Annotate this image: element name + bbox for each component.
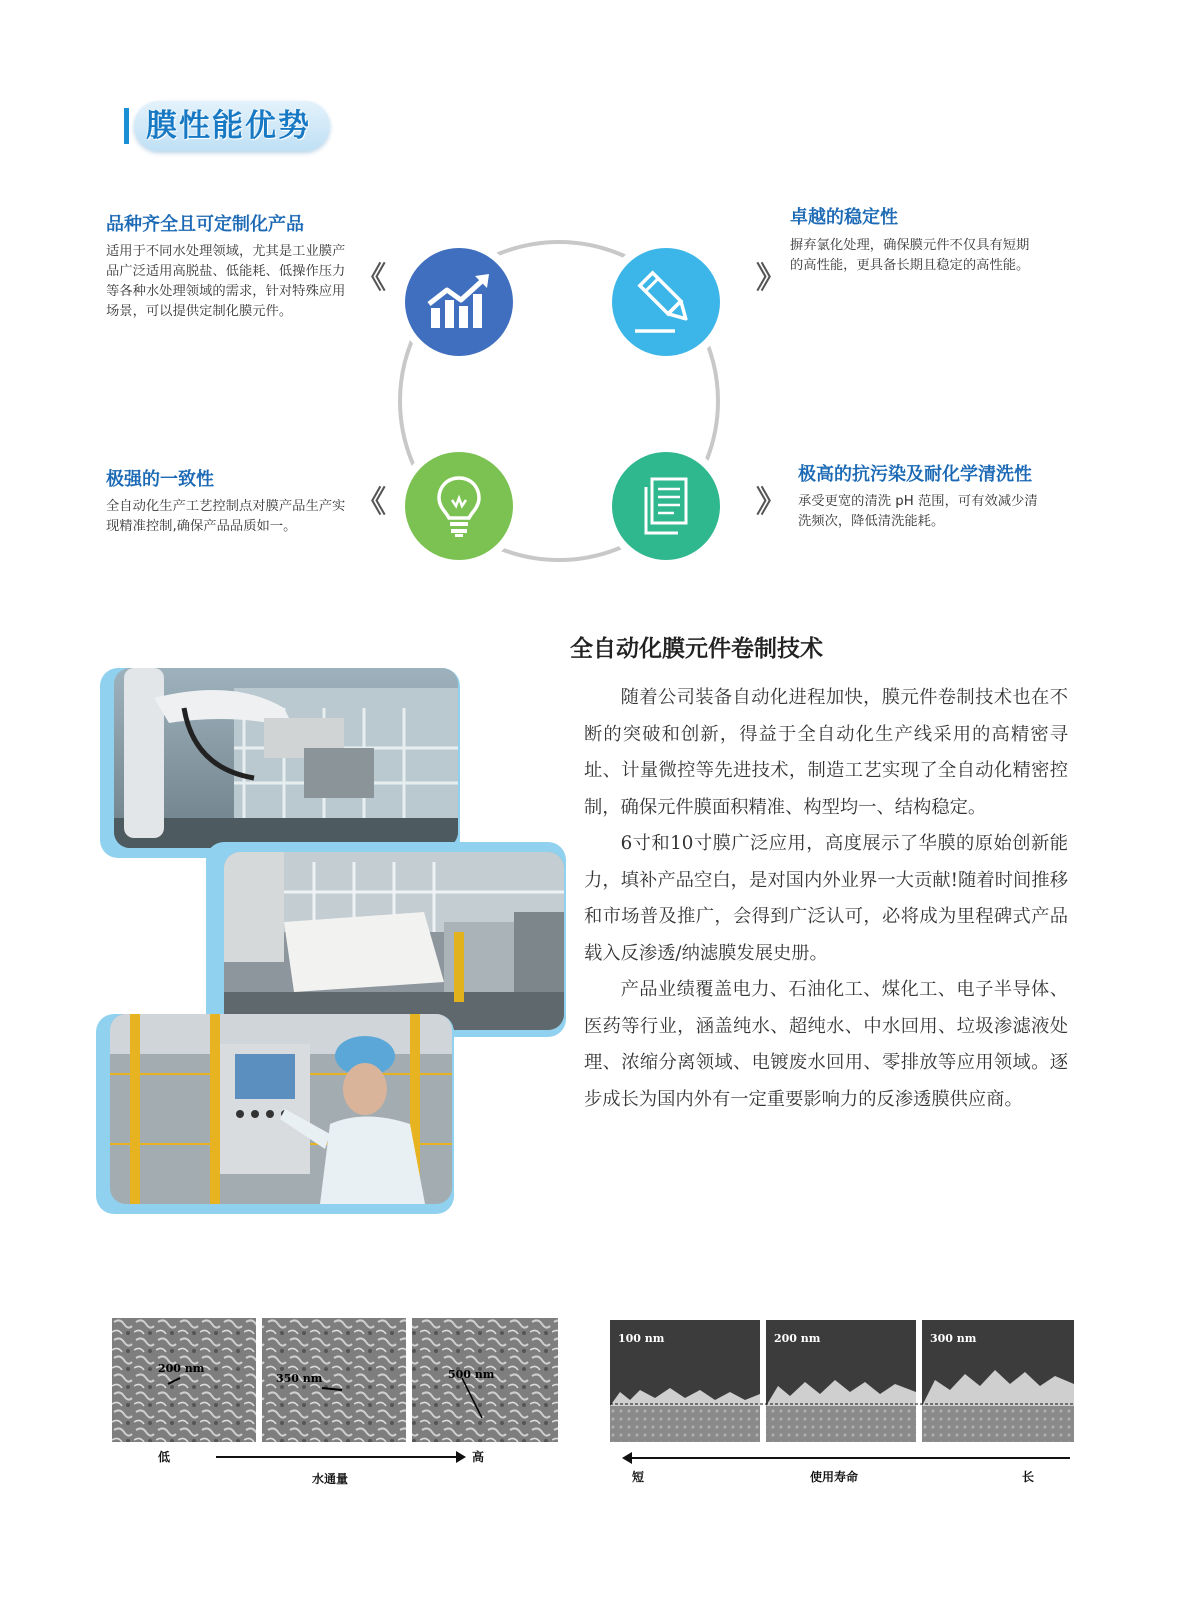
lifetime-arrow-line (630, 1457, 1070, 1459)
sem-scale-label: 200 nm (774, 1332, 821, 1345)
feature-stability-desc: 摒弃氯化处理，确保膜元件不仅具有短期的高性能，更具备长期且稳定的高性能。 (790, 238, 1030, 273)
article-body (584, 680, 1068, 1118)
feature-antifouling-title: 极高的抗污染及耐化学清洗性 (798, 464, 1032, 485)
article-paragraph: 产品业绩覆盖电力、石油化工、煤化工、电子半导体、医药等行业，涵盖纯水、超纯水、中水回用、垃圾渗滤液处理、浓缩分离领域、电镀废水回用、零排放等应用领域。逐步成长为国内外有一定重要影响力的反渗透膜供应商。 (584, 979, 1068, 1110)
lifetime-long-label: 长 (1022, 1470, 1035, 1484)
chevron-left-icon: 《 (356, 261, 386, 296)
lightbulb-icon (405, 452, 513, 560)
feature-consistency-title: 极强的一致性 (106, 469, 214, 490)
flux-high-label: 高 (472, 1450, 485, 1464)
operator-control-panel-photo (110, 1014, 452, 1204)
growth-chart-icon (405, 248, 513, 356)
sem-scale-label: 300 nm (930, 1332, 977, 1345)
sem-lifetime-images (610, 1320, 1074, 1442)
feature-antifouling-desc: 承受更宽的清洗 pH 范围，可有效减少清洗频次，降低清洗能耗。 (798, 494, 1038, 529)
feature-variety-title: 品种齐全且可定制化产品 (106, 214, 304, 235)
sem-scale-label: 100 nm (618, 1332, 665, 1345)
sem-scale-label: 200 nm (158, 1362, 205, 1375)
chevron-left-icon: 《 (356, 485, 386, 520)
header-accent-bar (124, 108, 129, 144)
feature-variety-desc: 适用于不同水处理领域，尤其是工业膜产品广泛适用高脱盐、低能耗、低操作压力等各种水处理领域的需求，针对特殊应用场景，可以提供定制化膜元件。 (106, 244, 346, 319)
flux-low-label: 低 (158, 1450, 171, 1464)
factory-robot-photo (114, 668, 458, 848)
document-icon (612, 452, 720, 560)
flux-axis-label: 水通量 (312, 1472, 349, 1486)
lifetime-short-label: 短 (632, 1470, 645, 1484)
section-title: 膜性能优势 (146, 108, 311, 144)
membrane-rolling-photo (224, 852, 564, 1030)
flux-arrow-line (216, 1456, 460, 1458)
sem-scale-label: 500 nm (448, 1368, 495, 1381)
chevron-right-icon: 》 (756, 485, 786, 520)
feature-consistency-desc: 全自动化生产工艺控制点对膜产品生产实现精准控制,确保产品品质如一。 (106, 499, 346, 534)
arrow-right-icon (456, 1451, 466, 1463)
article-title: 全自动化膜元件卷制技术 (570, 636, 823, 662)
chevron-right-icon: 》 (756, 261, 786, 296)
lifetime-axis-label: 使用寿命 (810, 1470, 859, 1484)
sem-scale-label: 350 nm (276, 1372, 323, 1385)
article-paragraph: 随着公司装备自动化进程加快，膜元件卷制技术也在不断的突破和创新，得益于全自动化生产线采用的高精密寻址、计量微控等先进技术，制造工艺实现了全自动化精密控制，确保元件膜面积精准、构型均一、结构稳定。 (584, 687, 1068, 818)
pencil-icon (612, 248, 720, 356)
feature-stability-title: 卓越的稳定性 (790, 207, 898, 228)
article-paragraph: 6寸和10寸膜广泛应用，高度展示了华膜的原始创新能力，填补产品空白，是对国内外业界一大贡献!随着时间推移和市场普及推广，会得到广泛认可，必将成为里程碑式产品载入反渗透/纳滤膜发展史册。 (584, 833, 1068, 964)
